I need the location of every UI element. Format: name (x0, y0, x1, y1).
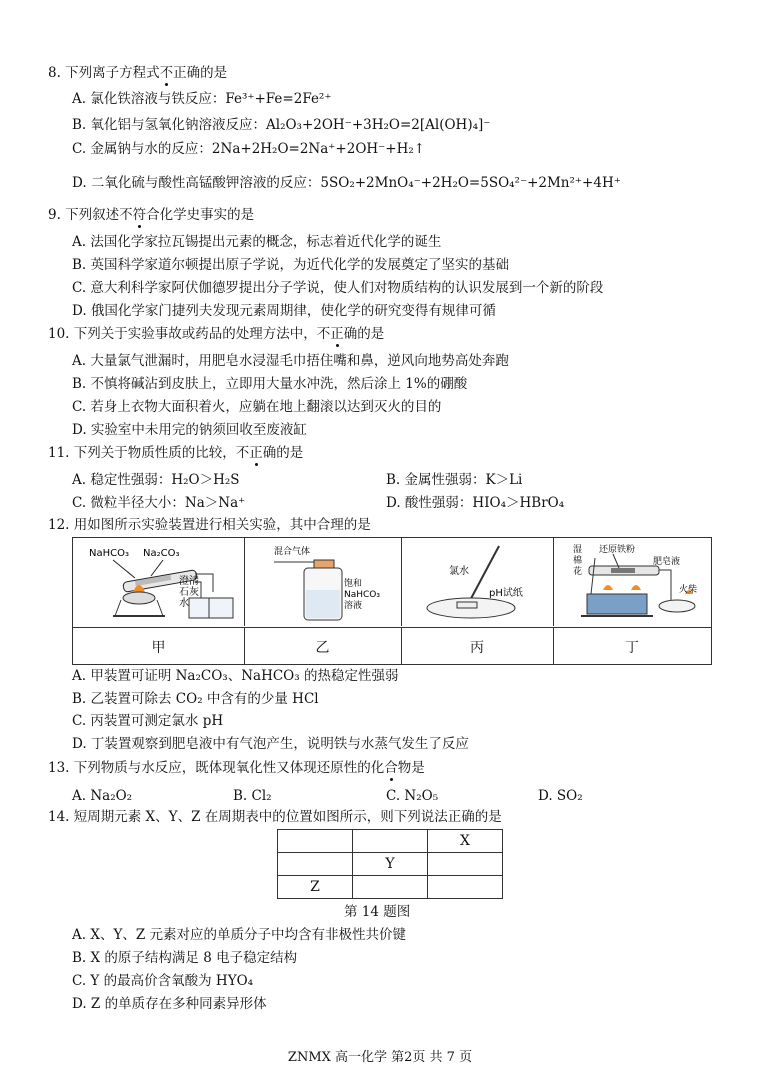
q13-option-c: C. N₂O₅ (386, 788, 439, 804)
q8-option-d: D. 二氧化硫与酸性高锰酸钾溶液的反应：5SO₂+2MnO₄⁻+2H₂O=5SO₄²⁻+2Mn²⁺+4H⁺ (72, 175, 621, 191)
label-wet-2: 棉 (573, 556, 583, 566)
label-mixed-gas: 混合气体 (274, 547, 311, 557)
label-reduced-iron: 还原铁粉 (599, 545, 636, 555)
q11-option-a: A. 稳定性强弱：H₂O＞H₂S (72, 472, 240, 488)
pt-cell (353, 830, 428, 853)
q12-option-d: D. 丁装置观察到肥皂液中有气泡产生，说明铁与水蒸气发生了反应 (72, 736, 469, 752)
q13-option-b: B. Cl₂ (233, 788, 272, 804)
label-na2co3: Na₂CO₃ (143, 548, 180, 559)
apparatus-table (72, 537, 712, 665)
q8-option-c: C. 金属钠与水的反应：2Na+2H₂O=2Na⁺+2OH⁻+H₂↑ (72, 141, 426, 157)
q14-option-d: D. Z 的单质存在多种同素异形体 (72, 996, 267, 1012)
label-solution: 溶液 (344, 601, 363, 611)
q13-option-a: A. Na₂O₂ (72, 788, 133, 804)
label-match: 火柴 (679, 585, 698, 595)
q9-option-d: D. 俄国化学家门捷列夫发现元素周期律，使化学的研究变得有规律可循 (72, 303, 496, 319)
q11-stem: 11. 下列关于物质性质的比较，不正确的是 (48, 445, 304, 461)
q9-stem: 9. 下列叙述不符合化学史事实的是 (48, 207, 255, 223)
q8-option-b: B. 氧化铝与氢氧化钠溶液反应：Al₂O₃+2OH⁻+3H₂O=2[Al(OH)₄]⁻ (72, 117, 491, 133)
q14-option-a: A. X、Y、Z 元素对应的单质分子中均含有非极性共价键 (72, 927, 407, 943)
q10-option-d: D. 实验室中未用完的钠须回收至废液缸 (72, 422, 307, 438)
q9-option-b: B. 英国科学家道尔顿提出原子学说，为近代化学的发展奠定了坚实的基础 (72, 257, 510, 273)
pt-cell-z: Z (278, 876, 353, 899)
q9-option-a: A. 法国化学家拉瓦锡提出元素的概念，标志着近代化学的诞生 (72, 234, 442, 250)
q10-stem: 10. 下列关于实验事故或药品的处理方法中，不正确的是 (48, 326, 385, 342)
apparatus-jia (73, 538, 245, 626)
q11-option-c: C. 微粒半径大小：Na＞Na⁺ (72, 495, 246, 511)
label-ph-paper: pH试纸 (489, 588, 523, 599)
q14-stem: 14. 短周期元素 X、Y、Z 在周期表中的位置如图所示，则下列说法正确的是 (48, 809, 502, 825)
pt-cell-y: Y (353, 853, 428, 876)
q8-option-a: A. 氯化铁溶液与铁反应：Fe³⁺+Fe=2Fe²⁺ (72, 91, 332, 107)
periodic-table-fragment (277, 829, 503, 899)
q12-stem: 12. 用如图所示实验装置进行相关实验，其中合理的是 (48, 517, 371, 533)
label-limewater-1: 澄清 (179, 576, 199, 587)
pt-cell (428, 853, 503, 876)
q14-caption: 第 14 题图 (344, 904, 411, 920)
label-ding: 丁 (553, 627, 711, 665)
q11-option-d: D. 酸性强弱：HIO₄＞HBrO₄ (386, 495, 565, 511)
q14-option-c: C. Y 的最高价含氧酸为 HYO₄ (72, 973, 254, 989)
q9-option-c: C. 意大利科学家阿伏伽德罗提出分子学说，使人们对物质结构的认识发展到一个新的阶段 (72, 280, 604, 296)
q12-option-c: C. 丙装置可测定氯水 pH (72, 713, 224, 729)
q12-option-b: B. 乙装置可除去 CO₂ 中含有的少量 HCl (72, 691, 319, 707)
label-chlorine-water: 氯水 (449, 566, 469, 577)
label-limewater-3: 水 (179, 598, 189, 609)
pt-cell (278, 853, 353, 876)
q13-stem: 13. 下列物质与水反应，既体现氧化性又体现还原性的化合物是 (48, 760, 425, 776)
apparatus-ding (553, 538, 711, 626)
pt-cell (353, 876, 428, 899)
page-footer: ZNMX 高一化学 第2页 共 7 页 (287, 1050, 473, 1065)
pt-cell (428, 876, 503, 899)
q12-option-a: A. 甲装置可证明 Na₂CO₃、NaHCO₃ 的热稳定性强弱 (72, 668, 399, 684)
q14-option-b: B. X 的原子结构满足 8 电子稳定结构 (72, 950, 298, 966)
label-soap: 肥皂液 (653, 557, 681, 567)
label-wet-1: 湿 (573, 545, 583, 555)
label-nahco3-sol: NaHCO₃ (344, 590, 380, 600)
pt-cell-x: X (428, 830, 503, 853)
q10-option-c: C. 若身上衣物大面积着火，应躺在地上翻滚以达到灭火的目的 (72, 399, 442, 415)
q11-option-b: B. 金属性强弱：K＞Li (386, 472, 523, 488)
q8-stem: 8. 下列离子方程式不正确的是 (48, 65, 228, 81)
apparatus-bing (401, 538, 554, 626)
label-limewater-2: 石灰 (179, 587, 199, 598)
label-yi: 乙 (244, 627, 402, 665)
label-wet-3: 花 (573, 567, 583, 577)
label-saturated: 饱和 (344, 579, 363, 589)
pt-cell (278, 830, 353, 853)
q13-option-d: D. SO₂ (538, 788, 583, 804)
apparatus-yi (244, 538, 402, 626)
q10-option-a: A. 大量氯气泄漏时，用肥皂水浸湿毛巾捂住嘴和鼻，逆风向地势高处奔跑 (72, 353, 509, 369)
label-jia: 甲 (73, 627, 245, 665)
q10-option-b: B. 不慎将碱沾到皮肤上，立即用大量水冲洗，然后涂上 1%的硼酸 (72, 376, 468, 392)
label-bing: 丙 (401, 627, 554, 665)
label-nahco3: NaHCO₃ (89, 548, 129, 559)
